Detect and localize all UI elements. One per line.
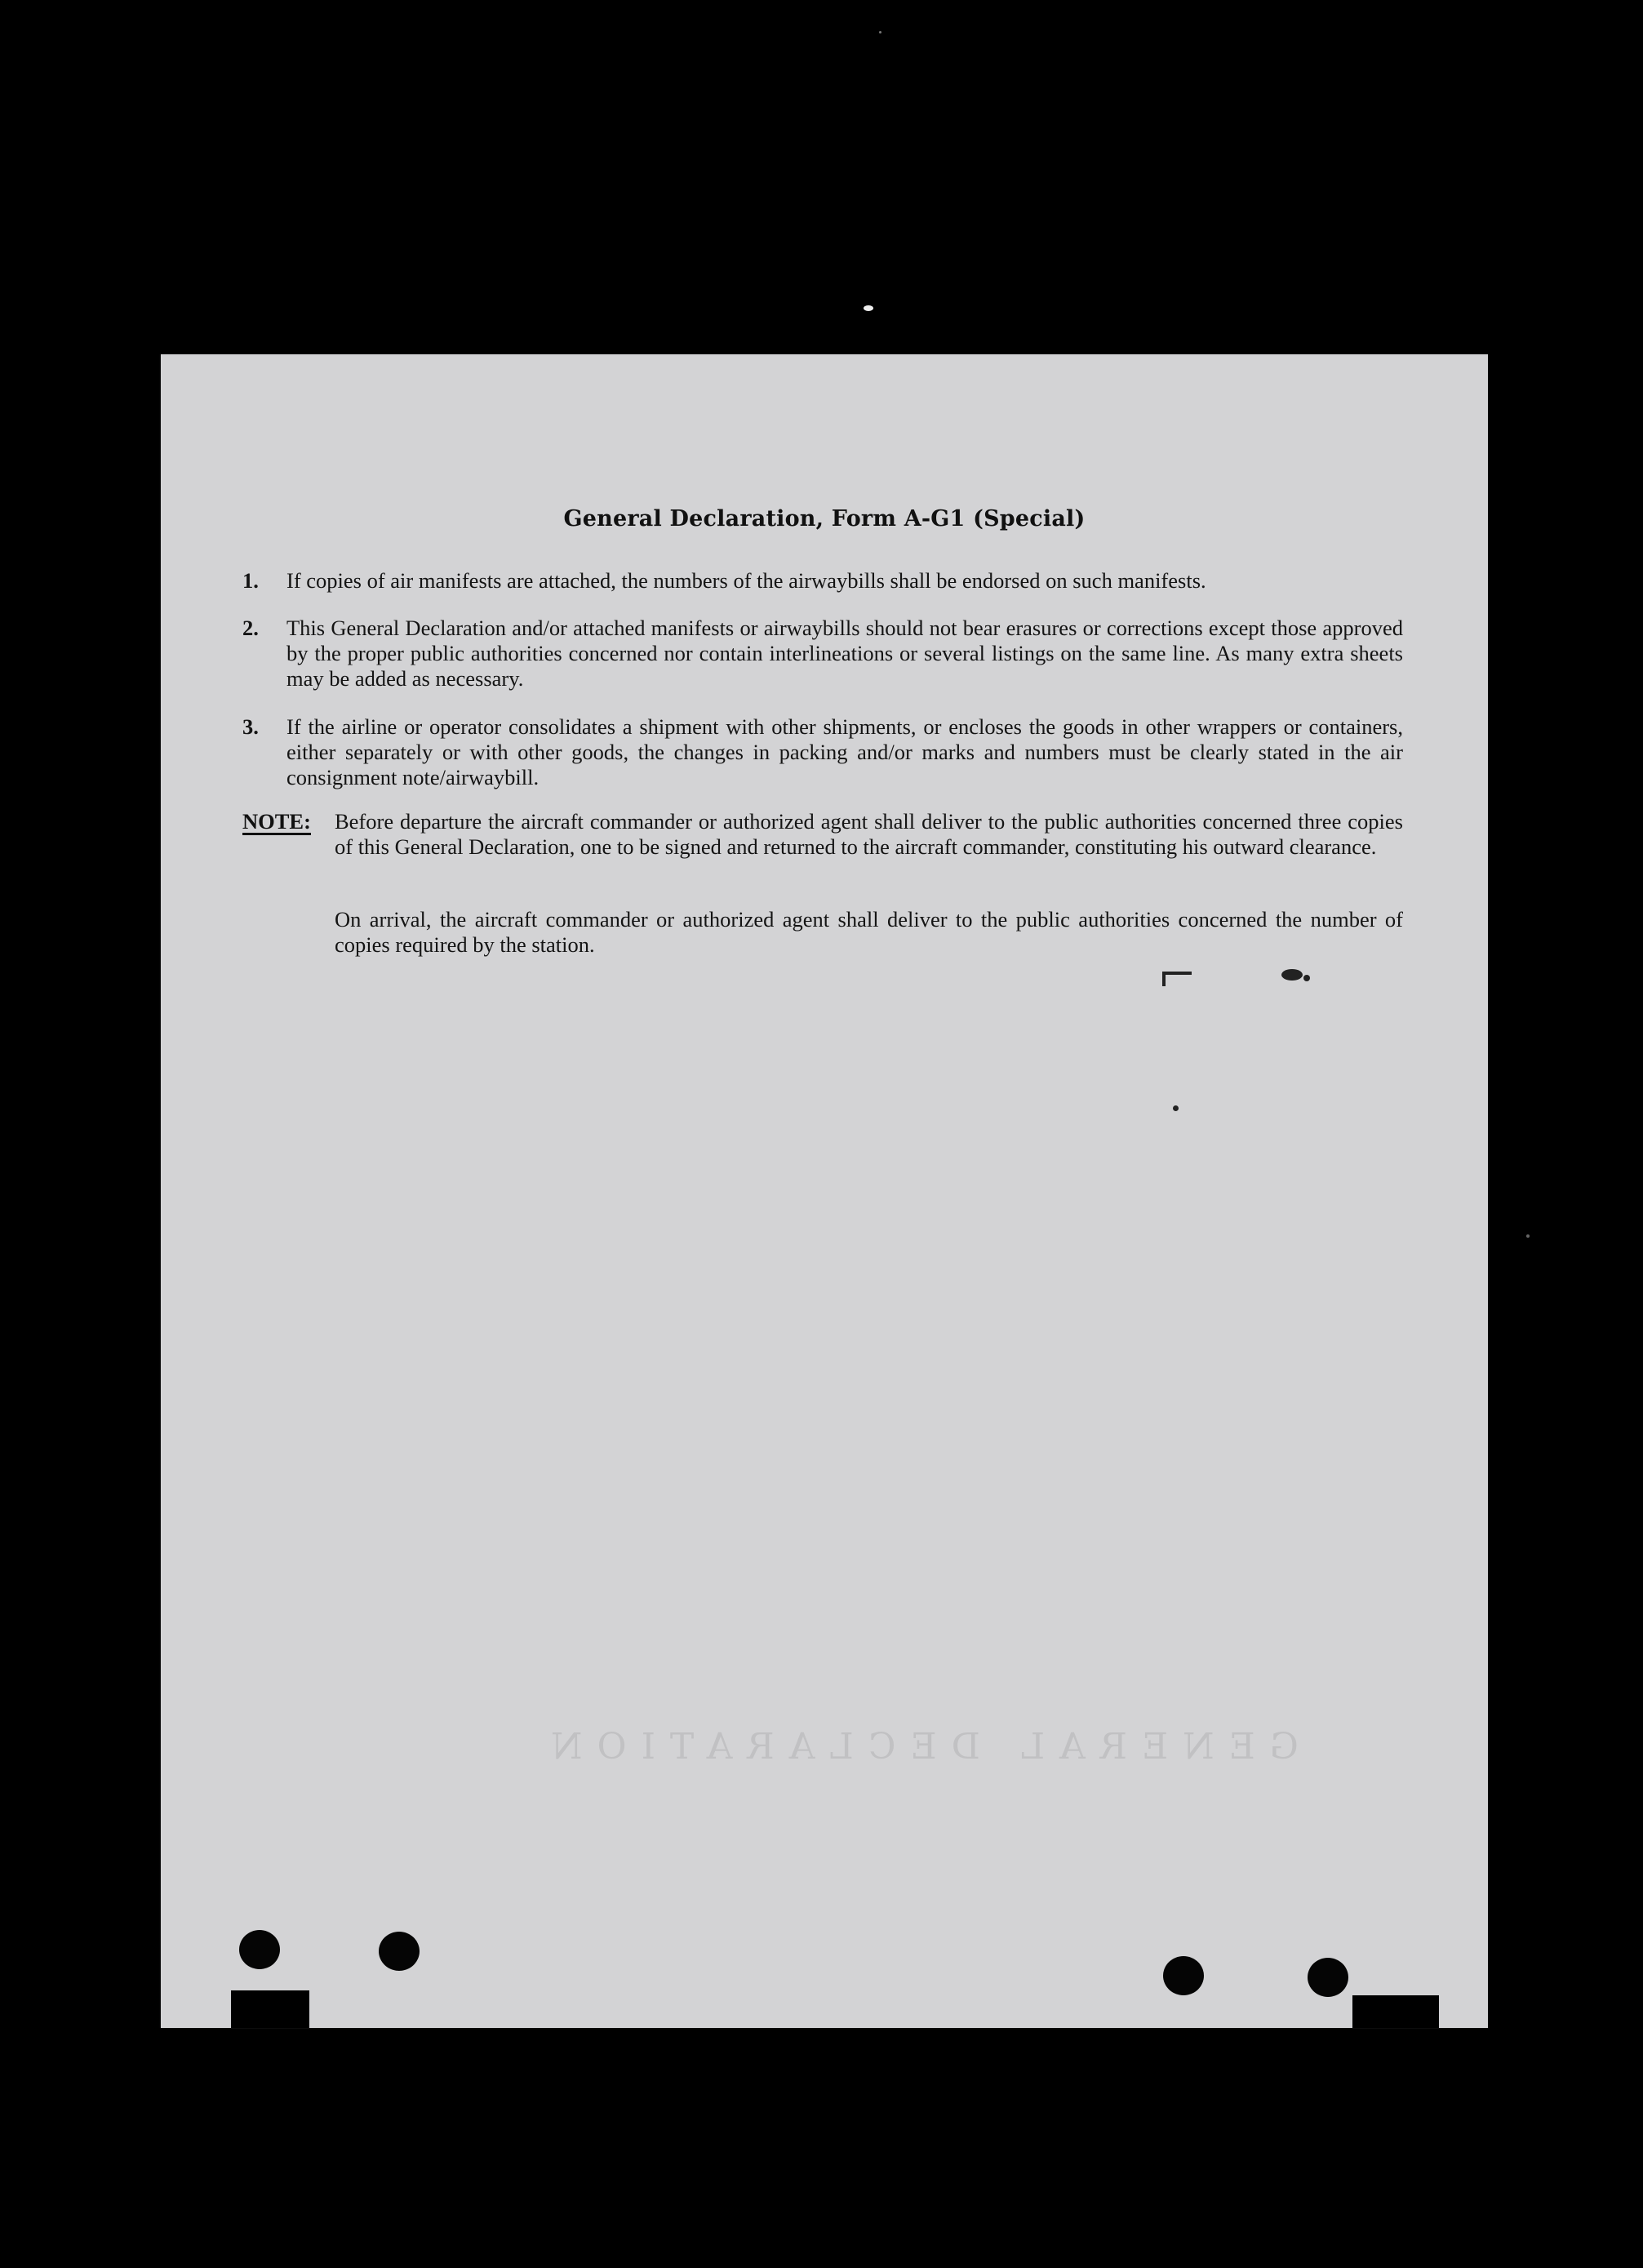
note-paragraph: Before departure the aircraft commander or authorized agent shall deliver to the public authorities concerned three copies of this General Declaration, one to be signed and returned to the aircraft commander, constituting his outward clearance. <box>335 809 1403 859</box>
dust-speck <box>1526 1234 1530 1238</box>
ink-mark <box>1162 973 1166 986</box>
item-text: If copies of air manifests are attached, the numbers of the airwaybills shall be endorsed on such manifests. <box>286 568 1206 593</box>
item-number: 1. <box>242 568 259 593</box>
punch-hole <box>379 1932 420 1971</box>
ink-mark <box>1303 975 1310 981</box>
note-label: NOTE: <box>242 809 311 834</box>
item-number: 2. <box>242 616 259 640</box>
document-page <box>161 354 1488 2028</box>
dust-speck <box>864 305 873 311</box>
bleed-through-text: GENERAL DECLARATION <box>536 1726 1299 1768</box>
ink-mark <box>1162 972 1192 975</box>
ink-mark <box>1173 1105 1179 1111</box>
punch-hole <box>1308 1958 1348 1997</box>
note-paragraph: On arrival, the aircraft commander or authorized agent shall deliver to the public authorities concerned the number of copies required by the station. <box>335 907 1403 957</box>
dust-speck <box>879 31 881 33</box>
punch-hole <box>1163 1956 1204 1995</box>
item-text: This General Declaration and/or attached manifests or airwaybills should not bear erasures or corrections except those approved by the proper public authorities concerned nor contain interlineations or several listings on the same line. As many extra sheets may be added as necessary. <box>286 616 1403 691</box>
item-number: 3. <box>242 714 259 739</box>
page-title: General Declaration, Form A-G1 (Special) <box>563 506 1086 531</box>
ink-mark <box>1281 969 1303 981</box>
binder-tab <box>231 1990 309 2028</box>
item-text: If the airline or operator consolidates a shipment with other shipments, or encloses the goods in other wrappers or containers, either separately or with other goods, the changes in packing and/or marks and numbers must be clearly stated in the air consignment note/airwaybill. <box>286 714 1403 789</box>
punch-hole <box>239 1930 280 1969</box>
binder-tab <box>1352 1995 1439 2028</box>
